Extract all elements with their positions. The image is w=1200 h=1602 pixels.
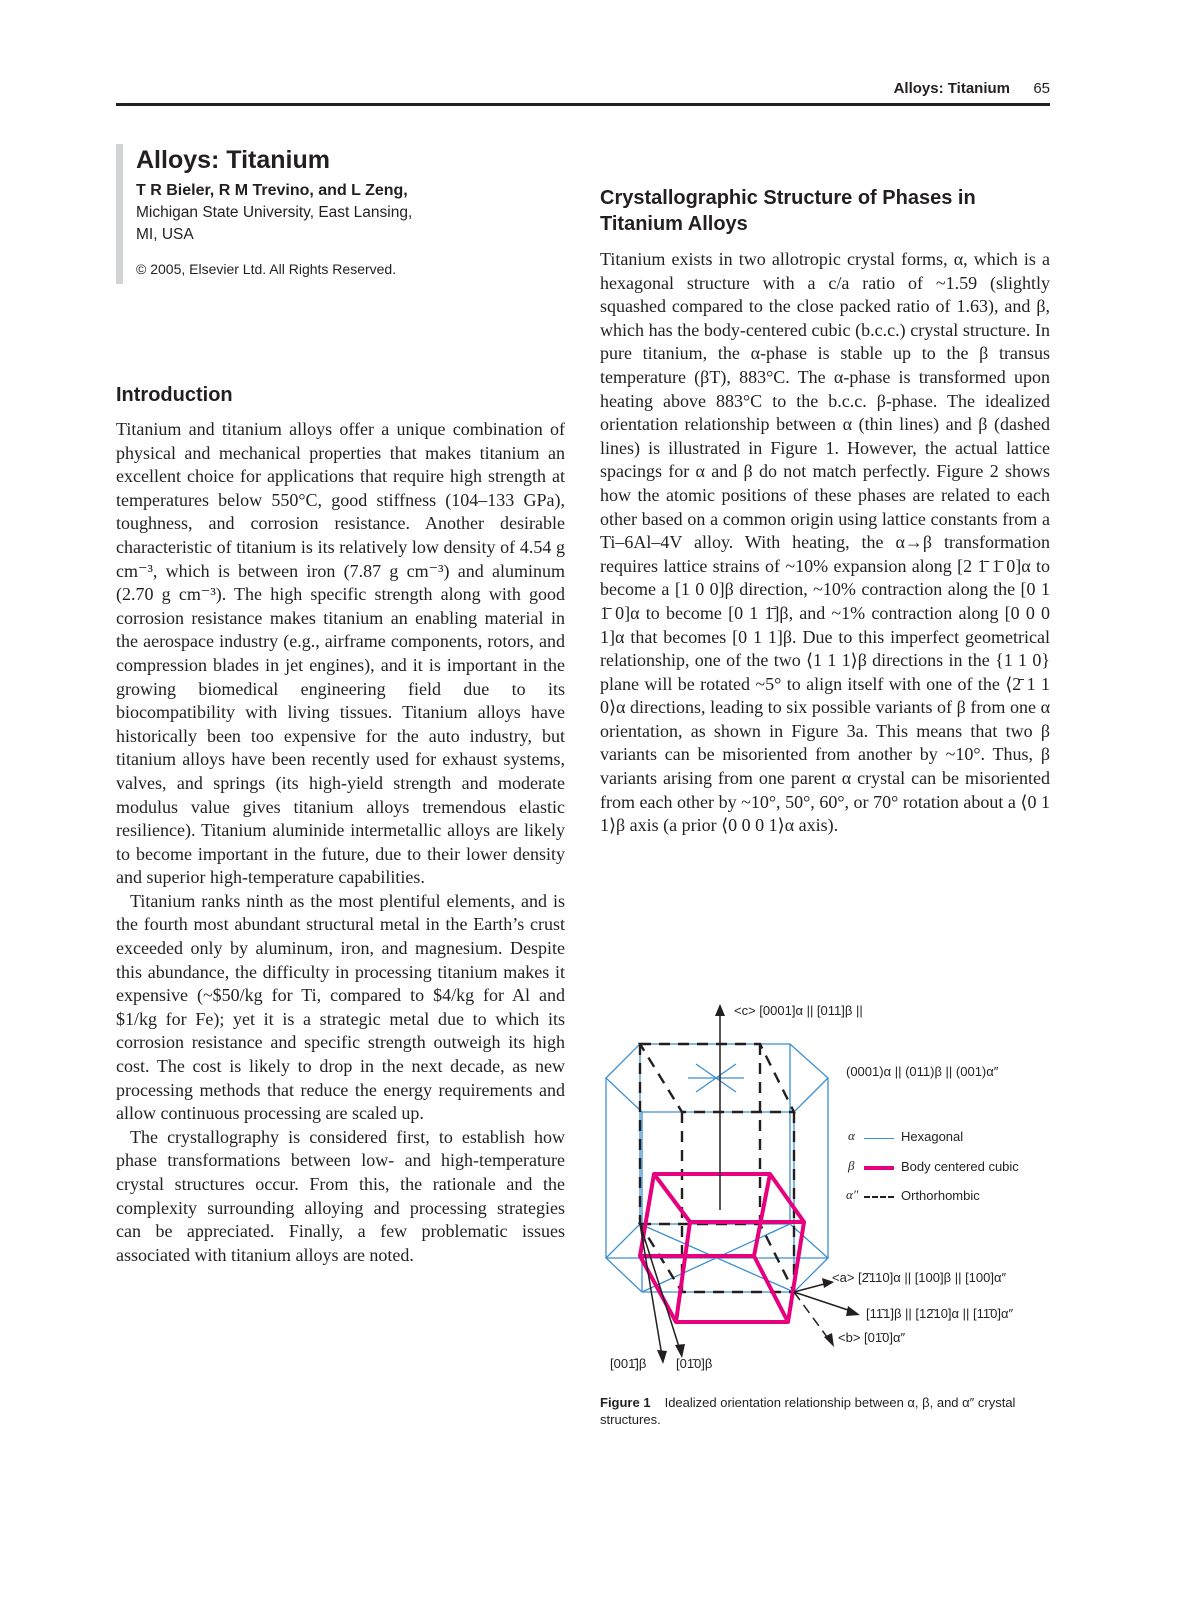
legend-beta-symbol: β <box>848 1158 855 1173</box>
introduction-body <box>116 418 565 1267</box>
article-header <box>116 144 563 284</box>
article-title: Alloys: Titanium <box>136 146 331 174</box>
beta-111-label: [11̄1]β || [12̄10]α || [11̄0]α″ <box>866 1306 1014 1321</box>
figure-caption-label: Figure 1 <box>600 1395 651 1410</box>
introduction-heading: Introduction <box>116 384 233 406</box>
intro-paragraph-1: Titanium and titanium alloys offer a unique combination of physical and mechanical properties that makes titanium an excellent choice for applications that require high strength at temperatures below 550°C, good stiffness (104–133 GPa), toughness, and corrosion resistance. Another desirable characteristic of titanium is its relatively low density of 4.54 g cm⁻³, which is between iron (7.87 g cm⁻³) and aluminum (2.70 g cm⁻³). The high specific strength along with good corrosion resistance makes titanium an enabling material in the aerospace industry (e.g., airframe components, rotors, and compression blades in jet engines), and it is important in the growing biomedical engineering field due to its biocompatibility with living tissues. Titanium alloys have historically been too expensive for the auto industry, but titanium alloys have been recently used for exhaust systems, valves, and springs (its high-yield strength and moderate modulus value gives titanium alloys tremendous elastic resilience). Titanium aluminide intermetallic alloys are likely to become important in the future, due to their lower density and superior high-temperature capabilities. <box>116 419 565 888</box>
legend-alpha2-name: Orthorhombic <box>901 1188 980 1203</box>
crystallography-heading: Crystallographic Structure of Phases in Titanium Alloys <box>600 187 976 235</box>
beta-001-label: [001̄]β <box>610 1356 647 1371</box>
legend-alpha2-symbol: α″ <box>846 1187 859 1202</box>
axes <box>640 1004 860 1364</box>
crystallography-paragraph: Titanium exists in two allotropic crystal forms, α, which is a hexagonal structure with a c/a ratio of ~1.59 (slightly squashed compared to the close packed ratio of 1.63), and β, which has the body-centered cubic (b.c.c.) crystal structure. In pure titanium, the α-phase is stable up to the β transus temperature (βT), 883°C. The α-phase is transformed upon heating above 883°C to the b.c.c. β-phase. The idealized orientation relationship between α (thin lines) and β (dashed lines) is illustrated in Figure 1. However, the actual lattice spacings for α and β do not match perfectly. Figure 2 shows how the atomic positions of these phases are related to each other based on a common origin using lattice constants from a Ti–6Al–4V alloy. With heating, the α→β transformation requires lattice strains of ~10% expansion along [2 1̄ 1̄ 0]α to become a [1 0 0]β direction, ~10% contraction along the [0 1 1̄ 0]α to become [0 1 1̄]β, and ~1% contraction along [0 0 0 1]α that becomes [0 1 1]β. Due to this imperfect geometrical relationship, one of the two ⟨1 1 1⟩β directions in the {1 1 0} plane will be rotated ~5° to align itself with one of the ⟨2̄ 1 1 0⟩α directions, leading to six possible variants of β from one α orientation, as shown in Figure 3a. This means that two β variants can be misoriented from another by ~10°. Thus, β variants arising from one parent α crystal can be misoriented from each other by ~10°, 50°, 60°, or 70° rotation about a ⟨0 1 1⟩β axis (a prior ⟨0 0 0 1⟩α axis). <box>600 249 1050 836</box>
intro-paragraph-2: Titanium ranks ninth as the most plentiful elements, and is the fourth most abundant structural metal in the Earth’s crust exceeded only by aluminum, iron, and magnesium. Despite this abundance, the difficulty in processing titanium makes it expensive (~$50/kg for Ti, compared to $4/kg for Al and $1/kg for Fe); yet it is a strategic metal due to which its corrosion resistance and specific strength outweigh its high cost. The cost is likely to drop in the next decade, as new processing methods that reduce the energy requirements and allow continuous processing are scaled up. <box>116 890 565 1124</box>
c-axis-label: <c> [0001]α || [011]β || <box>734 1003 863 1018</box>
legend-beta-name: Body centered cubic <box>901 1159 1019 1174</box>
legend-alpha-line <box>864 1138 894 1139</box>
legend-beta-line <box>864 1166 894 1170</box>
legend-alpha2-line <box>864 1196 894 1198</box>
figure-caption <box>600 1394 1060 1428</box>
copyright: © 2005, Elsevier Ltd. All Rights Reserved. <box>136 261 397 277</box>
running-head <box>116 78 1050 106</box>
b-axis-label: <b> [01̄0]α″ <box>838 1330 906 1345</box>
legend-alpha-symbol: α <box>848 1128 855 1143</box>
affiliation-line-2: MI, USA <box>136 226 194 243</box>
figure-caption-text: Idealized orientation relationship between α, β, and α″ crystal structures. <box>600 1395 1016 1427</box>
article-authors: T R Bieler, R M Trevino, and L Zeng, <box>136 182 408 199</box>
crystallography-body <box>600 248 1050 838</box>
affiliation-line-1: Michigan State University, East Lansing, <box>136 204 413 221</box>
page-number: 65 <box>1033 80 1050 97</box>
basal-plane-label: (0001)α || (011)β || (001)α″ <box>846 1064 999 1079</box>
beta-010-label: [01̄0]β <box>676 1356 713 1371</box>
legend-alpha-name: Hexagonal <box>901 1129 964 1144</box>
running-head-title: Alloys: Titanium <box>893 80 1010 97</box>
intro-paragraph-3: The crystallography is considered first, to establish how phase transformations between low- and high-temperature crystal structures occur. From this, the rationale and the complexity surrounding alloying and processing strategies can be appreciated. Finally, a few problematic issues associated with titanium alloys are noted. <box>116 1126 565 1265</box>
a-axis-label: <a> [2̄110]α || [100]β || [100]α″ <box>832 1270 1007 1285</box>
figure-1 <box>596 1000 1056 1400</box>
crystal-diagram <box>596 1000 1056 1400</box>
